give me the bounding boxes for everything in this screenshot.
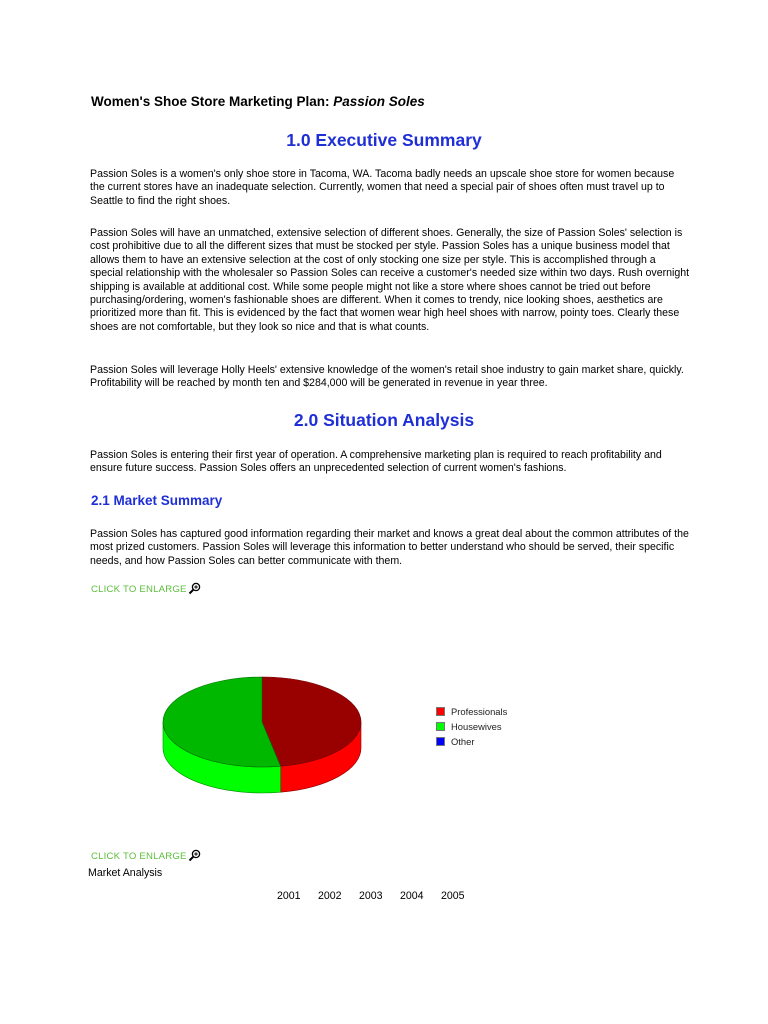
market-summary-paragraph: Passion Soles has captured good information regarding their market and knows a great deal about the common attributes of the most prized customers. Passion Soles will leverage this information to better understand who should be served, their specific needs, and how Passion Soles can better communicate with them. [90, 528, 689, 567]
click-to-enlarge-label-1: CLICK TO ENLARGE [91, 584, 187, 595]
heading-situation-analysis: 2.0 Situation Analysis [293, 410, 475, 430]
legend-label-other: Other [451, 736, 475, 747]
legend-label-professionals: Professionals [451, 706, 508, 717]
year-label: 2003 [359, 890, 383, 902]
situation-analysis-paragraph: Passion Soles is entering their first year of operation. A comprehensive marketing plan is required to reach profitability and ensure future success. Passion Soles offers an unprecedented selection of current women's fashions. [90, 449, 662, 475]
magnifier-plus-icon [188, 849, 201, 862]
legend-item-housewives [436, 719, 507, 734]
document-title [91, 94, 425, 109]
market-pie-chart [150, 665, 370, 805]
year-label: 2005 [441, 890, 465, 902]
heading-market-summary: 2.1 Market Summary [91, 493, 223, 508]
legend-label-housewives: Housewives [451, 721, 502, 732]
legend-swatch-other [436, 737, 445, 746]
legend-item-professionals [436, 704, 507, 719]
market-analysis-caption: Market Analysis [88, 867, 163, 879]
click-to-enlarge-label-2: CLICK TO ENLARGE [91, 851, 187, 862]
legend-item-other [436, 734, 507, 749]
chart-legend [436, 704, 507, 749]
exec-summary-paragraph-2: Passion Soles will have an unmatched, extensive selection of different shoes. Generally, the size of Passion Soles' selection is cost prohibitive due to all the different sizes that must be stocked per style. Passion Soles has a unique business model that allows them to have an extensive selection at the cost of only stocking one size per style. This is accomplished through a special relationship with the wholesaler so Passion Soles can receive a customer's needed size within two days. Rush overnight shipping is available at additional cost. While some people might not like a store where shoes cannot be tried out before purchasing/ordering, women's fashionable shoes are different. When it comes to trendy, nice looking shoes, aesthetics are prioritized more than fit. This is evidenced by the fact that women wear high heel shoes with narrow, pointy toes. Clearly these shoes are not comfortable, but they look so nice and that is what counts. [90, 227, 690, 333]
exec-summary-paragraph-1: Passion Soles is a women's only shoe store in Tacoma, WA. Tacoma badly needs an upscale shoe store for women because the current stores have an inadequate selection. Currently, women that need a special pair of shoes often must travel up to Seattle to find the right shoes. [90, 168, 675, 207]
exec-summary-paragraph-3: Passion Soles will leverage Holly Heels' extensive knowledge of the women's retail shoe industry to gain market share, quickly. Profitability will be reached by month ten and $284,000 will be generated in revenue in year three. [90, 364, 684, 390]
legend-swatch-professionals [436, 707, 445, 716]
legend-swatch-housewives [436, 722, 445, 731]
document-title-prefix: Women's Shoe Store Marketing Plan: [91, 94, 334, 109]
year-label: 2004 [400, 890, 424, 902]
magnifier-plus-icon [188, 582, 201, 595]
market-analysis-years [277, 890, 482, 902]
year-label: 2001 [277, 890, 301, 902]
click-to-enlarge-link-1[interactable] [91, 584, 201, 595]
heading-executive-summary: 1.0 Executive Summary [286, 130, 482, 150]
click-to-enlarge-link-2[interactable] [91, 851, 201, 862]
company-name: Passion Soles [333, 94, 425, 109]
year-label: 2002 [318, 890, 342, 902]
